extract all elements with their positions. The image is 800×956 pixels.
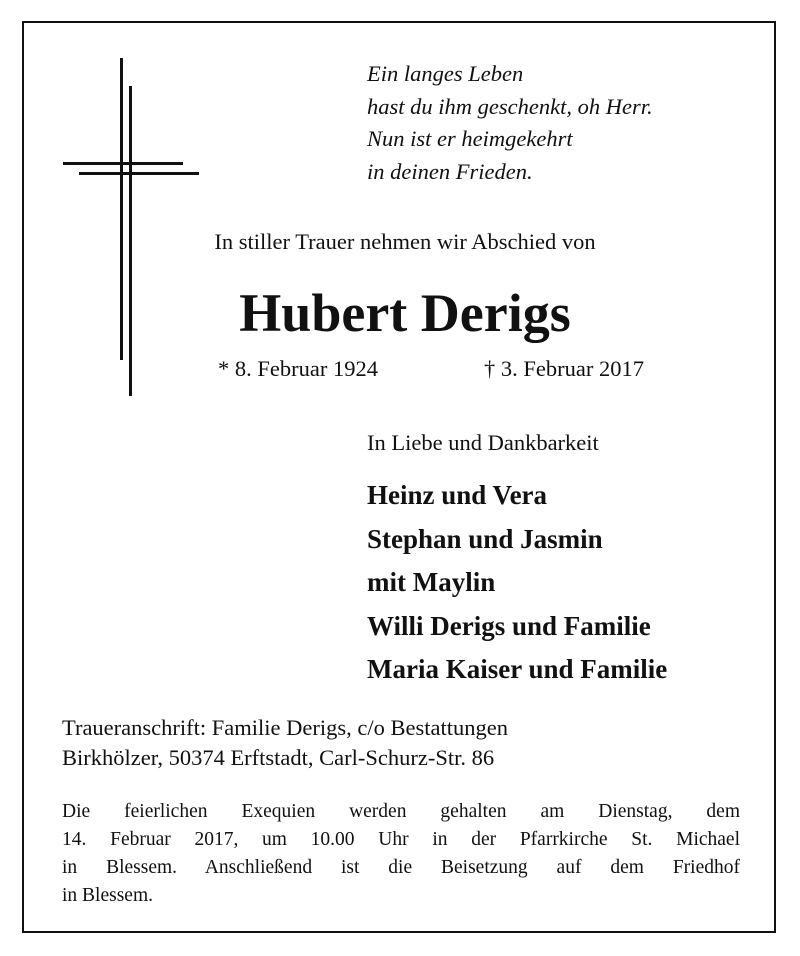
service-line: in Blessem. Anschließend ist die Beisetzung auf dem Friedhof (62, 857, 740, 878)
verse-line: Nun ist er heimgekehrt (367, 126, 573, 151)
mourning-address (62, 713, 752, 773)
mourner-name: Maria Kaiser und Familie (367, 654, 668, 684)
mourner-name: Heinz und Vera (367, 480, 548, 510)
address-line: Traueranschrift: Familie Derigs, c/o Bestattungen (62, 715, 508, 740)
address-line: Birkhölzer, 50374 Erftstadt, Carl-Schurz-Str. 86 (62, 745, 495, 770)
memorial-verse (367, 58, 653, 188)
farewell-intro: In stiller Trauer nehmen wir Abschied von (214, 229, 596, 254)
mourners-list (367, 474, 667, 692)
mourners-intro: In Liebe und Dankbarkeit (367, 430, 599, 455)
service-details (62, 798, 740, 910)
verse-line: Ein langes Leben (367, 61, 524, 86)
verse-line: in deinen Frieden. (367, 158, 533, 184)
mourner-name: Stephan und Jasmin (367, 523, 603, 554)
mourner-name: Willi Derigs und Familie (367, 610, 651, 641)
mourner-name: mit Maylin (367, 567, 496, 597)
service-line: 14. Februar 2017, um 10.00 Uhr in der Pfarrkirche St. Michael (62, 829, 740, 850)
death-date: † 3. Februar 2017 (484, 356, 644, 381)
verse-line: hast du ihm geschenkt, oh Herr. (367, 93, 653, 119)
cross-horizontal-bar-2 (79, 172, 199, 175)
service-line: in Blessem. (62, 885, 153, 906)
birth-date: * 8. Februar 1924 (218, 356, 378, 381)
deceased-name: Hubert Derigs (239, 283, 571, 343)
service-line: Die feierlichen Exequien werden gehalten am Dienstag, dem (62, 801, 740, 822)
cross-horizontal-bar-1 (63, 162, 183, 165)
